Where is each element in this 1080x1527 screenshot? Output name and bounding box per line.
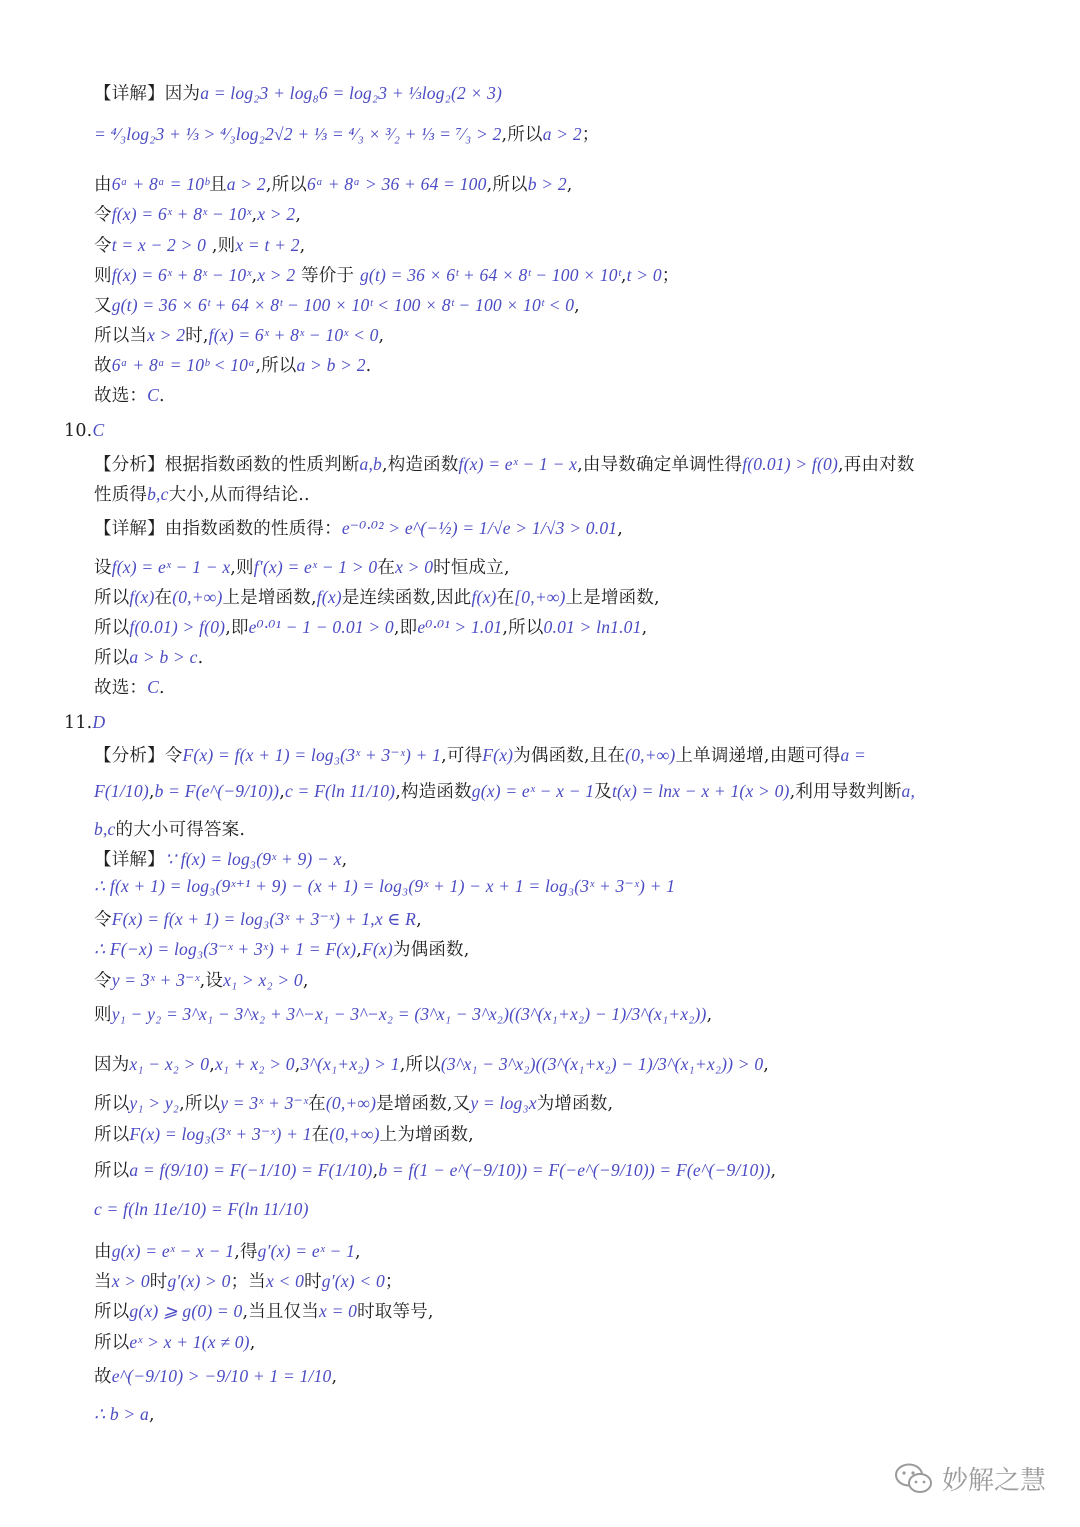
text-run: 及 [594, 782, 612, 802]
math-expression: b > 2 [527, 174, 567, 194]
math-expression: y = 3ˣ + 3⁻ˣ [220, 1093, 309, 1113]
solution-line [94, 644, 203, 669]
text-run: 【详解】 [94, 850, 165, 870]
text-run: 时 [304, 1272, 322, 1292]
math-expression: g(t) = 36 × 6ᵗ + 64 × 8ᵗ − 100 × 10ᵗ [359, 265, 621, 285]
text-run: ； [581, 125, 600, 145]
solution-line [94, 1329, 255, 1354]
solution-line [94, 515, 623, 540]
math-expression: ∵ f(x) = log₃(9ˣ + 9) − x [164, 849, 342, 869]
math-expression: x₁ > x₂ > 0 [223, 970, 303, 990]
text-run: ,即 [393, 618, 418, 638]
watermark-text: 妙解之慧 [941, 1466, 1046, 1496]
text-run: 性质得 [94, 485, 148, 505]
text-run: 由 [94, 175, 112, 195]
math-expression: a > b > 2 [296, 355, 366, 375]
solution-line [94, 481, 310, 506]
math-expression: g(x) = eˣ − x − 1 [471, 781, 595, 801]
text-run: , [299, 236, 306, 256]
text-run: ,设 [199, 971, 224, 991]
solution-line [94, 322, 384, 347]
math-expression: g′(x) > 0 [167, 1271, 231, 1291]
text-run: 所以 [94, 618, 130, 638]
text-run: , [416, 910, 422, 930]
math-expression: C [92, 420, 105, 440]
solution-line [94, 1121, 474, 1146]
text-run: 令 [94, 971, 112, 991]
solution-line [94, 1404, 155, 1425]
text-run: , [620, 266, 627, 286]
text-run: , [617, 519, 623, 539]
text-run: 【分析】令 [94, 746, 183, 766]
text-run: 故 [94, 356, 112, 376]
math-expression: F(1/10) [94, 781, 149, 801]
math-expression: e⁰·⁰¹ > 1.01 [417, 617, 503, 637]
math-expression: f′(x) = eˣ − 1 > 0 [253, 557, 378, 577]
text-run: , [295, 205, 302, 225]
text-run: , [763, 1055, 770, 1075]
watermark [894, 1460, 1046, 1497]
text-run: 因为 [94, 1055, 130, 1075]
solution-line [94, 382, 165, 407]
math-expression: eˣ > x + 1(x ≠ 0) [129, 1332, 250, 1352]
text-run: 所以当 [94, 326, 148, 346]
math-expression: 6ᵃ + 8ᵃ > 36 + 64 = 100 [307, 174, 487, 194]
math-expression: x > 2 [257, 265, 296, 285]
math-expression: y₁ > y₂ [129, 1093, 180, 1113]
math-expression: a = log₂3 + log₈6 = log₂3 + ⅓log₂(2 × 3) [200, 83, 503, 103]
text-run: 令 [94, 910, 112, 930]
solution-line [94, 262, 680, 287]
solution-line [94, 778, 915, 803]
solution-line [94, 554, 510, 579]
text-run: . [365, 356, 372, 376]
text-run: 上单调递增,由题可得 [675, 746, 841, 766]
text-run: , [770, 1161, 777, 1181]
text-run: 时取等号, [357, 1302, 434, 1322]
text-run: ,所以 [179, 1094, 221, 1114]
text-run: ,得 [234, 1242, 258, 1262]
text-run: , [249, 1333, 256, 1353]
text-run: 当 [94, 1272, 112, 1292]
math-expression: 3^(x₁+x₂) > 1 [300, 1054, 400, 1074]
text-run: ,所以 [502, 618, 544, 638]
text-run: , [279, 782, 285, 802]
text-run: ,构造函数 [395, 782, 472, 802]
text-run: 则 [94, 266, 112, 286]
math-expression: F(x) = f(x + 1) = log₃(3ˣ + 3⁻ˣ) + 1,x ∈ R [111, 909, 417, 929]
text-run: 上是增函数, [222, 588, 317, 608]
text-run: 所以 [94, 1333, 130, 1353]
math-expression: ∴ F(−x) = log₃(3⁻ˣ + 3ˣ) + 1 = F(x) [94, 939, 357, 959]
text-run: ； [384, 1272, 403, 1292]
solution-line [94, 121, 599, 146]
text-run: ,所以 [501, 125, 543, 145]
math-expression: a > 2 [226, 174, 266, 194]
text-run: , [294, 1055, 301, 1075]
math-expression: g(x) = eˣ − x − 1 [111, 1241, 235, 1261]
math-expression: x₁ + x₂ > 0 [214, 1054, 295, 1074]
math-expression: f(0.01) > f(0) [742, 454, 838, 474]
math-expression: (3^x₁ − 3^x₂)((3^(x₁+x₂) − 1)/3^(x₁+x₂)) > 0 [440, 1054, 764, 1074]
solution-line [94, 1298, 434, 1323]
text-run: . [158, 386, 165, 406]
solution-line [94, 936, 470, 961]
solution-line [94, 742, 866, 767]
solution-line [94, 1157, 776, 1182]
text-run: 时恒成立, [433, 558, 510, 578]
text-run: 上为增函数, [379, 1125, 474, 1145]
math-expression: f(x) = 6ˣ + 8ˣ − 10ˣ < 0 [208, 325, 379, 345]
text-run: ,所以 [399, 1055, 441, 1075]
text-run: ,则 [230, 558, 254, 578]
math-expression: a = [840, 745, 867, 765]
text-run: 且 [209, 175, 227, 195]
math-expression: x = 0 [319, 1301, 358, 1321]
text-run: , [706, 1005, 713, 1025]
math-expression: y = 3ˣ + 3⁻ˣ [111, 970, 200, 990]
text-run: . [158, 678, 165, 698]
text-run: , [148, 782, 155, 802]
text-run: ,由导数确定单调性得 [577, 455, 743, 475]
math-expression: a > 2 [542, 124, 582, 144]
solution-line [94, 816, 245, 841]
math-expression: b = F(e^(−9/10)) [154, 781, 280, 801]
math-expression: [0,+∞) [514, 587, 566, 607]
text-run: 所以 [94, 1161, 130, 1181]
text-run: , [251, 266, 258, 286]
text-run: 时 [149, 1272, 168, 1292]
math-expression: x > 0 [395, 557, 434, 577]
math-expression: f(x) [471, 587, 497, 607]
solution-line [94, 1268, 403, 1293]
text-run: 在 [496, 588, 515, 608]
math-expression: c = F(ln 11/10) [284, 781, 396, 801]
solution-line [94, 876, 675, 897]
math-expression: x > 2 [147, 325, 186, 345]
solution-line [94, 201, 301, 226]
solution-line [94, 1199, 309, 1220]
math-expression: D [92, 712, 106, 732]
text-run: 所以 [94, 1302, 130, 1322]
text-run: , [148, 1405, 155, 1425]
math-expression: y = log₃x [470, 1093, 537, 1113]
math-expression: = ⁴⁄₃log₂3 + ⅓ > ⁴⁄₃log₂2√2 + ⅓ = ⁴⁄₃ × ³⁄₂ + ⅓ = ⁷⁄₃ > 2 [94, 124, 502, 144]
text-run: 的大小可得答案. [115, 820, 246, 840]
solution-line [94, 1090, 613, 1115]
text-run: 故选： [94, 678, 148, 698]
text-run: 10. [64, 421, 93, 441]
text-run: , [209, 1055, 215, 1075]
solution-line [94, 674, 165, 699]
math-expression: b,c [94, 819, 116, 839]
math-expression: g′(x) < 0 [321, 1271, 385, 1291]
text-run: , [251, 205, 258, 225]
text-run: , [574, 296, 580, 316]
text-run: , [372, 1161, 379, 1181]
math-expression: e⁻⁰·⁰² > e^(−½) = 1/√e > 1/√3 > 0.01 [341, 518, 618, 538]
solution-line [94, 1238, 361, 1263]
math-expression: e^(−9/10) > −9/10 + 1 = 1/10 [111, 1366, 332, 1386]
text-run: 是连续函数,因此 [341, 588, 472, 608]
text-run: 上是增函数, [565, 588, 660, 608]
math-expression: a, [901, 781, 916, 801]
text-run: , [641, 618, 648, 638]
text-run: 大小,从而得结论.. [168, 485, 310, 505]
text-run: 时, [185, 326, 209, 346]
math-expression: f(x) = eˣ − 1 − x [458, 454, 578, 474]
text-run: ,构造函数 [381, 455, 459, 475]
math-expression: x > 2 [257, 204, 296, 224]
text-run: 是增函数,又 [376, 1094, 471, 1114]
text-run: ,再由对数 [837, 455, 915, 475]
text-run: , [566, 175, 573, 195]
math-expression: (0,+∞) [329, 1124, 380, 1144]
solution-line [94, 614, 647, 639]
math-expression: f(x) [316, 587, 342, 607]
math-expression: f(x) = 6ˣ + 8ˣ − 10ˣ [111, 265, 252, 285]
text-run: 所以 [94, 588, 130, 608]
text-run: ,利用导数判断 [789, 782, 902, 802]
math-expression: b = f(1 − e^(−9/10)) = F(−e^(−9/10)) = F(e^(−9/10)) [378, 1160, 771, 1180]
text-run: , [302, 971, 309, 991]
question-number [64, 420, 104, 441]
text-run: 故选： [94, 386, 148, 406]
text-run: 设 [94, 558, 112, 578]
math-expression: e⁰·⁰¹ − 1 − 0.01 > 0 [248, 617, 394, 637]
math-expression: g(t) = 36 × 6ᵗ + 64 × 8ᵗ − 100 × 10ᵗ < 100 × 8ᵗ − 100 × 10ᵗ < 0 [111, 295, 575, 315]
math-expression: f(x) = eˣ − 1 − x [111, 557, 231, 577]
math-expression: x₁ − x₂ > 0 [129, 1054, 210, 1074]
text-run: 为偶函数,且在 [513, 746, 626, 766]
math-expression: F(x) = log₃(3ˣ + 3⁻ˣ) + 1 [129, 1124, 312, 1144]
math-expression: F(x) = f(x + 1) = log₃(3ˣ + 3⁻ˣ) + 1 [182, 745, 442, 765]
text-run: , [355, 1242, 361, 1262]
text-run: 在 [311, 1125, 330, 1145]
wechat-icon [894, 1462, 934, 1496]
solution-line [94, 584, 660, 609]
math-expression: ∴ b > a [94, 1404, 149, 1424]
math-expression: (0,+∞) [625, 745, 676, 765]
solution-line [94, 1363, 337, 1388]
math-expression: t(x) = lnx − x + 1(x > 0) [611, 781, 790, 801]
math-expression: F(x) [482, 745, 514, 765]
math-expression: t > 0 [626, 265, 662, 285]
text-run: , [341, 850, 348, 870]
solution-line [94, 292, 580, 317]
math-expression: g′(x) = eˣ − 1 [257, 1241, 356, 1261]
math-expression: f(0.01) > f(0) [129, 617, 226, 637]
text-run: 则 [94, 1005, 112, 1025]
solution-line [94, 906, 422, 931]
text-run: ；当 [230, 1272, 267, 1292]
math-expression: f(x) = 6ˣ + 8ˣ − 10ˣ [111, 204, 252, 224]
text-run: 所以 [94, 648, 130, 668]
text-run: 所以 [94, 1094, 130, 1114]
solution-line [94, 171, 573, 196]
text-run: 在 [154, 588, 173, 608]
text-run: ； [661, 266, 680, 286]
text-run: , [378, 326, 385, 346]
solution-line [94, 352, 371, 377]
text-run: 为偶函数, [392, 940, 470, 960]
solution-line [94, 232, 305, 257]
text-run: 【详解】因为 [94, 84, 201, 104]
text-run: ,所以 [255, 356, 297, 376]
math-expression: x = t + 2 [235, 235, 300, 255]
text-run: 等价于 [295, 266, 360, 286]
math-expression: a = f(9/10) = F(−1/10) = F(1/10) [129, 1160, 373, 1180]
solution-line [94, 967, 309, 992]
math-expression: a > b > c [129, 647, 198, 667]
text-run: ,所以 [486, 175, 528, 195]
math-expression: a,b [359, 454, 382, 474]
math-expression: c = f(ln 11e/10) = F(ln 11/10) [94, 1199, 309, 1219]
text-run: . [197, 648, 204, 668]
math-expression: t = x − 2 > 0 [111, 235, 207, 255]
text-run: ,所以 [265, 175, 308, 195]
math-expression: C [147, 677, 159, 697]
text-run: , [356, 940, 363, 960]
text-run: , [331, 1367, 338, 1387]
math-expression: y₁ − y₂ = 3^x₁ − 3^x₂ + 3^−x₁ − 3^−x₂ = (3^x₁ − 3^x₂)((3^(x₁+x₂) − 1)/3^(x₁+x₂)) [111, 1004, 707, 1024]
math-expression: ∴ f(x + 1) = log₃(9ˣ⁺¹ + 9) − (x + 1) = log₃(9ˣ + 1) − x + 1 = log₃(3ˣ + 3⁻ˣ) + 1 [94, 876, 676, 896]
text-run: 在 [377, 558, 396, 578]
math-expression: (0,+∞) [172, 587, 223, 607]
math-expression: F(x) [362, 939, 393, 959]
solution-line [94, 1001, 712, 1026]
math-expression: b,c [147, 484, 169, 504]
math-expression: 6ᵃ + 8ᵃ = 10ᵇ [111, 174, 210, 194]
text-run: 故 [94, 1367, 112, 1387]
math-expression: 0.01 > ln1.01 [543, 617, 642, 637]
solution-line [94, 846, 347, 871]
text-run: 所以 [94, 1125, 130, 1145]
math-expression: C [147, 385, 159, 405]
text-run: 令 [94, 205, 112, 225]
math-expression: f(x) [129, 587, 155, 607]
text-run: 【分析】根据指数函数的性质判断 [94, 455, 360, 475]
text-run: 又 [94, 296, 112, 316]
math-expression: x > 0 [111, 1271, 150, 1291]
text-run: ,可得 [441, 746, 483, 766]
text-run: 11. [64, 713, 93, 733]
solution-line [94, 1051, 769, 1076]
text-run: 【详解】由指数函数的性质得： [94, 519, 342, 539]
math-expression: (0,+∞) [325, 1093, 377, 1113]
text-run: 在 [308, 1094, 326, 1114]
text-run: 由 [94, 1242, 112, 1262]
text-run: ,则 [206, 236, 236, 256]
question-number [64, 712, 105, 733]
math-expression: x < 0 [266, 1271, 305, 1291]
text-run: 为增函数, [536, 1094, 614, 1114]
text-run: ,即 [225, 618, 249, 638]
math-expression: g(x) ⩾ g(0) = 0 [129, 1301, 243, 1321]
text-run: ,当且仅当 [242, 1302, 320, 1322]
math-expression: 6ᵃ + 8ᵃ = 10ᵇ < 10ᵃ [111, 355, 256, 375]
text-run: 令 [94, 236, 112, 256]
solution-line [94, 451, 915, 476]
solution-line [94, 80, 502, 105]
